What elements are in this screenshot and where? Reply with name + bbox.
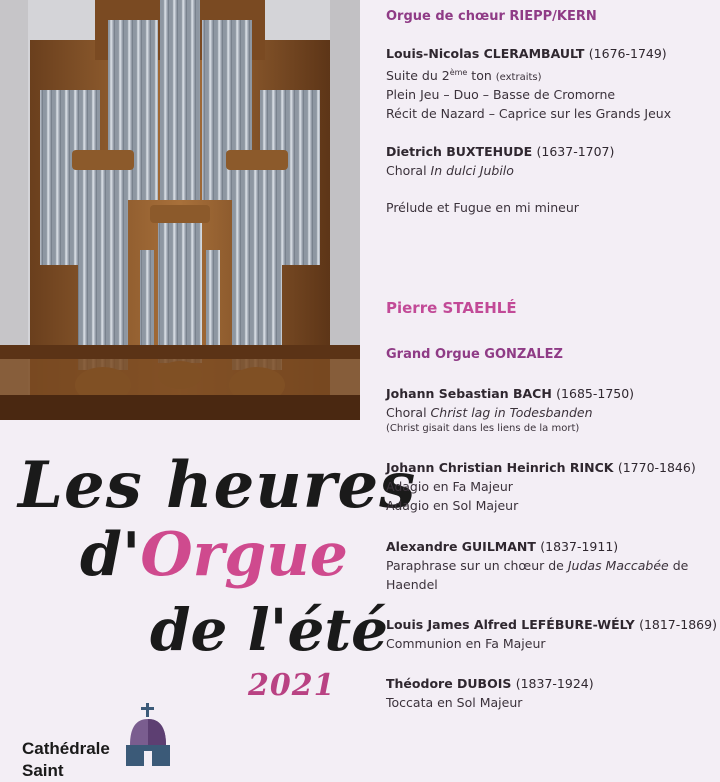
work-text: Choral xyxy=(386,163,431,178)
program-item xyxy=(386,537,712,594)
composer-dates: (1685-1750) xyxy=(556,386,635,401)
composer-name xyxy=(386,384,712,403)
work-title: Plein Jeu – Duo – Basse de Cromorne xyxy=(386,87,616,103)
program-item xyxy=(386,615,717,653)
cathedral-icon xyxy=(118,703,178,766)
work-title xyxy=(386,63,712,85)
program-item xyxy=(386,674,712,712)
composer-dates: (1637-1707) xyxy=(536,144,615,159)
work-title: Haendel xyxy=(386,577,438,592)
composer-dates: (1837-1911) xyxy=(540,539,619,554)
organ-heading-choir: Orgue de chœur RIEPP/KERN xyxy=(386,9,597,24)
composer-name xyxy=(386,674,712,693)
performer-name: Pierre STAEHLÉ xyxy=(386,299,517,317)
poster-year: 2021 xyxy=(248,668,336,703)
composer-text: Louis-Nicolas CLERAMBAULT xyxy=(386,46,585,61)
composer-name xyxy=(386,615,717,634)
work-superscript: ème xyxy=(449,68,468,77)
composer-text: Dietrich BUXTEHUDE xyxy=(386,144,533,159)
poster-title-line-2 xyxy=(80,520,348,590)
composer-text: Johann Christian Heinrich RINCK xyxy=(386,460,614,475)
work-note: (Christ gisait dans les liens de la mort) xyxy=(386,423,580,434)
cathedral-label-line-2: Saint xyxy=(22,761,64,780)
composer-name xyxy=(386,142,712,161)
work-title: Adagio en Fa Majeur xyxy=(386,479,513,494)
composer-dates: (1770-1846) xyxy=(617,460,696,475)
organ-illustration xyxy=(0,0,360,420)
poster-title-line-3: de l'été xyxy=(150,596,389,664)
poster-title-line-1: Les heures xyxy=(18,448,417,523)
organ-photo xyxy=(0,0,360,420)
work-italic: Christ lag in Todesbanden xyxy=(430,405,593,420)
composer-name xyxy=(386,44,712,63)
composer-dates: (1837-1924) xyxy=(515,676,594,691)
work-text: Suite du 2 xyxy=(386,68,450,84)
work-title xyxy=(386,403,712,422)
work-note: (extraits) xyxy=(495,72,542,84)
program-item xyxy=(386,458,712,515)
work-text: ton xyxy=(467,68,496,84)
work-title: Adagio en Sol Majeur xyxy=(386,498,519,513)
work-italic: In dulci Jubilo xyxy=(430,163,514,178)
composer-dates: (1817-1869) xyxy=(639,617,717,632)
work-title: Communion en Fa Majeur xyxy=(386,636,546,651)
composer-text: Louis James Alfred LEFÉBURE-WÉLY xyxy=(386,617,635,632)
program-item xyxy=(386,384,712,436)
work-title xyxy=(386,161,712,180)
cathedral-label-line-1: Cathédrale xyxy=(22,739,110,758)
program-item xyxy=(386,142,712,217)
organ-heading-grand: Grand Orgue GONZALEZ xyxy=(386,347,563,362)
work-text: de xyxy=(668,558,689,573)
cathedral-label xyxy=(22,738,110,782)
composer-text: Alexandre GUILMANT xyxy=(386,539,536,554)
work-italic: Judas Maccabée xyxy=(567,558,669,573)
composer-dates: (1676-1749) xyxy=(588,46,667,61)
work-title: Prélude et Fugue en mi mineur xyxy=(386,200,579,215)
composer-text: Johann Sebastian BACH xyxy=(386,386,552,401)
work-title xyxy=(386,556,712,575)
poster-title-prefix: d' xyxy=(80,520,141,590)
work-title: Toccata en Sol Majeur xyxy=(386,695,523,710)
work-text: Choral xyxy=(386,405,431,420)
program-item xyxy=(386,44,712,123)
poster-title-accent: Orgue xyxy=(140,520,348,590)
composer-name xyxy=(386,458,712,477)
work-title: Récit de Nazard – Caprice sur les Grands Jeux xyxy=(386,106,672,122)
composer-text: Théodore DUBOIS xyxy=(386,676,512,691)
work-text: Paraphrase sur un chœur de xyxy=(386,558,568,573)
composer-name xyxy=(386,537,712,556)
